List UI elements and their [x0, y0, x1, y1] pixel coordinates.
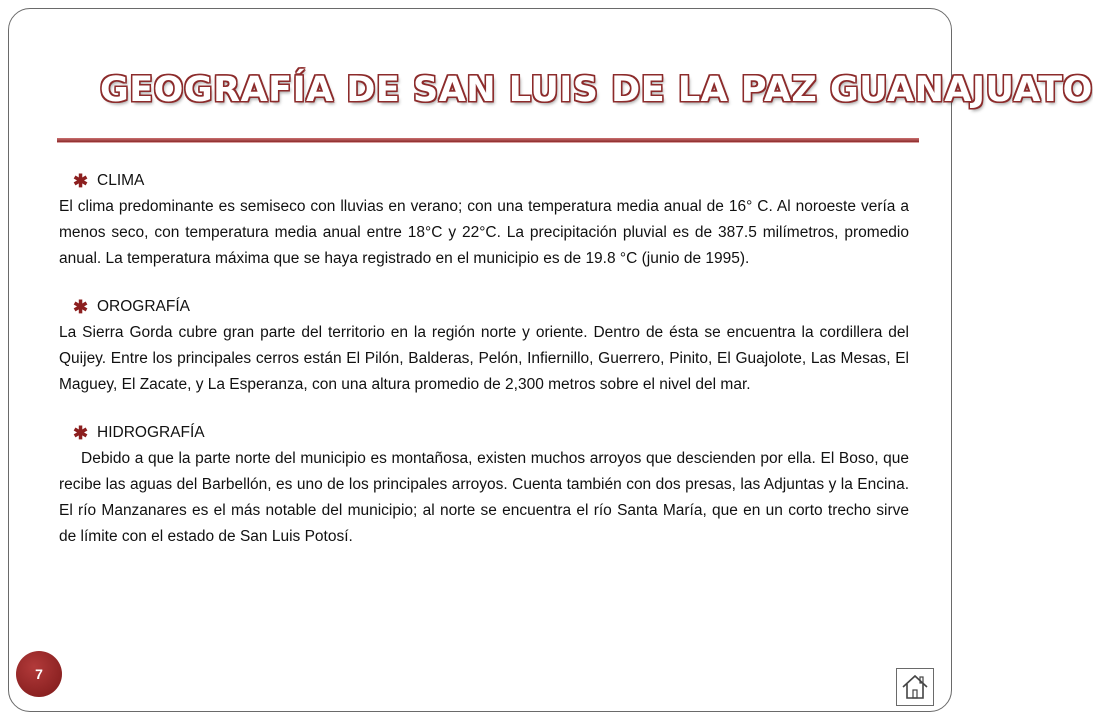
section-hidrografia [59, 420, 909, 550]
section-paragraph: La Sierra Gorda cubre gran parte del territorio en la región norte y oriente. Dentro de ésta se encuentra la cordillera del Quijey. Entre los principales cerros están El Pilón, Balderas, Pelón, Infiernillo, Guerrero, Pinito, El Guajolote, Las Mesas, El Maguey, El Zacate, y La Esperanza, con una altura promedio de 2,300 metros sobre el nivel del mar. [59, 324, 909, 393]
section-orografia [59, 294, 909, 398]
home-button[interactable] [896, 668, 934, 706]
section-heading-text: OROGRAFÍA [97, 298, 191, 315]
section-heading [73, 294, 909, 320]
section-heading-text: HIDROGRAFÍA [97, 424, 205, 441]
section-heading [73, 168, 909, 194]
section-heading-text: CLIMA [97, 172, 145, 189]
section-heading [73, 420, 909, 446]
section-paragraph: El clima predominante es semiseco con lluvias en verano; con una temperatura media anual de 16° C. Al noroeste vería a menos seco, con temperatura media anual entre 18°C y 22°C. La precipitación pluvial es de 387.5 milímetros, promedio anual. La temperatura máxima que se haya registrado en el municipio es de 19.8 °C (junio de 1995). [59, 198, 909, 267]
section-paragraph: Debido a que la parte norte del municipio es montañosa, existen muchos arroyos que descienden por ella. El Boso, que recibe las aguas del Barbellón, es uno de los principales arroyos. Cuenta también con dos presas, las Adjuntas y la Encina. El río Manzanares es el más notable del municipio; al norte se encuentra el río Santa María, que en un corto trecho sirve de límite con el estado de San Luis Potosí. [59, 450, 909, 545]
slide-content [59, 168, 909, 572]
page-number-badge: 7 [16, 651, 62, 697]
asterisk-icon: ✱ [73, 171, 89, 191]
asterisk-icon: ✱ [73, 297, 89, 317]
section-clima [59, 168, 909, 272]
home-icon [900, 672, 930, 702]
asterisk-icon: ✱ [73, 423, 89, 443]
page-title: GEOGRAFÍA DE SAN LUIS DE LA PAZ GUANAJUATO [100, 70, 1093, 110]
title-divider [57, 138, 919, 143]
